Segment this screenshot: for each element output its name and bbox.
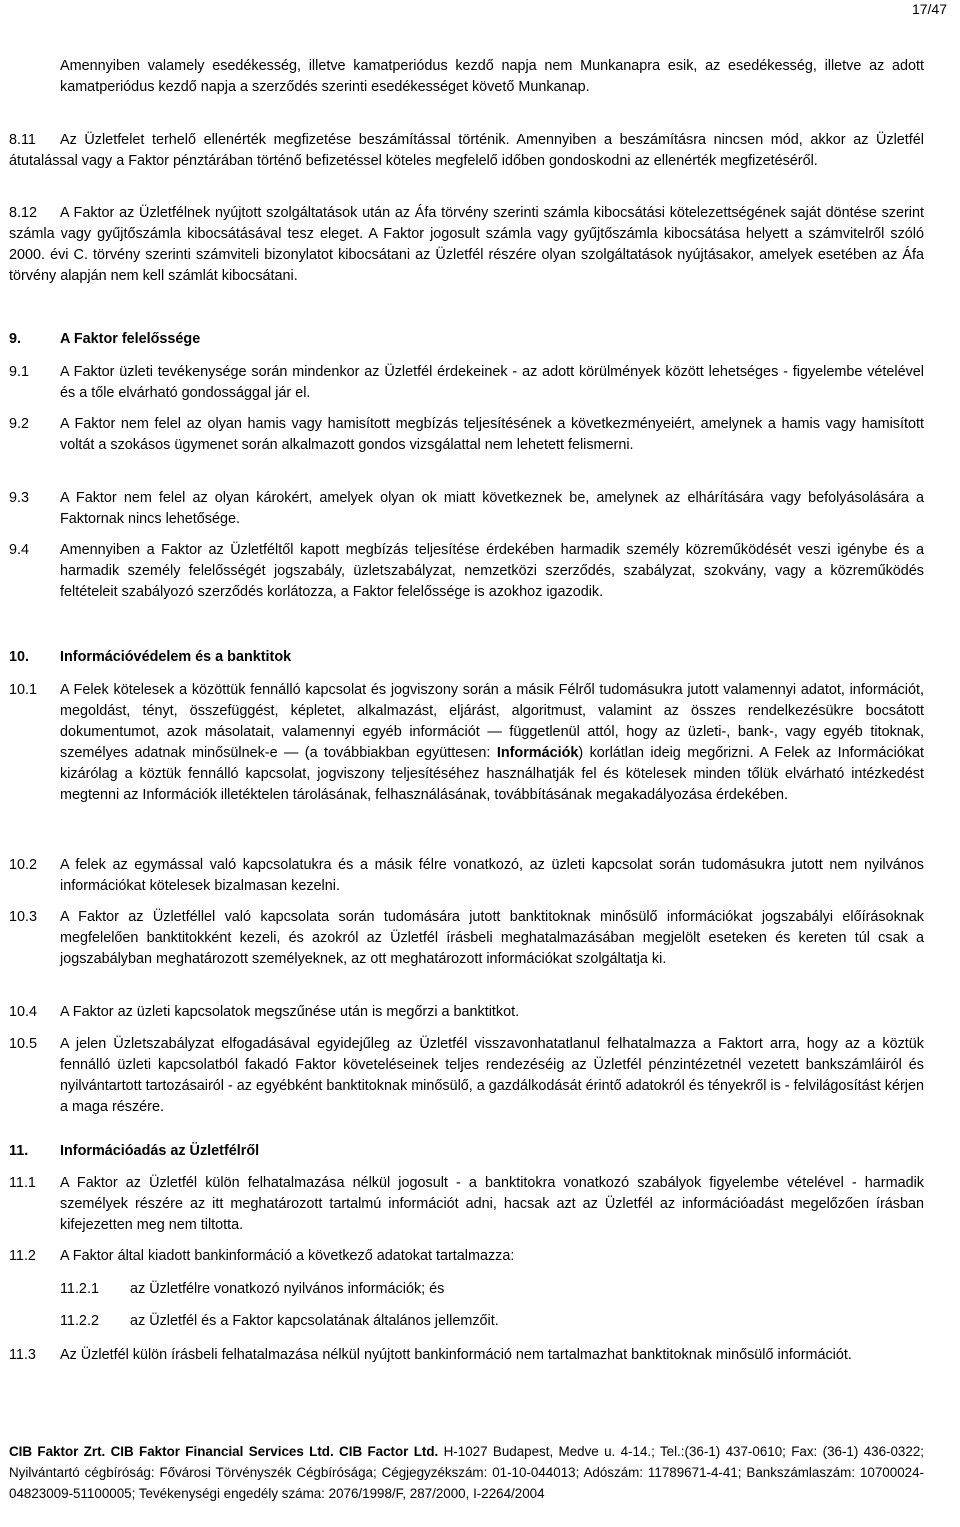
section-number: 8.11 [9, 132, 36, 148]
footer-details: H-1027 Budapest, Medve u. 4-14.; Tel.:(36-1) 437-0610; Fax: (36-1) 436-0322; Nyilvántartó cégbíróság: Fővárosi Törvényszék Cégbírósága; Cégjegyzékszám: 01-10-044013; Adószám: 11789671-4-41; Bankszámlaszám: 10700024-04823009-51100005; Tevékenységi engedély száma: 2076/1998/F, 287/2000, I-2264/2004 [9, 1444, 924, 1501]
page-footer [9, 1441, 924, 1504]
section-10-4-text: A Faktor az üzleti kapcsolatok megszűnése után is megőrzi a banktitkot. [60, 1004, 520, 1020]
heading-number: 11. [9, 1143, 29, 1159]
section-11-1-text: A Faktor az Üzletfél külön felhatalmazása nélkül jogosult - a banktitokra vonatkozó szabályok figyelembe vételével - harmadik személyek részére az itt meghatározott tartalmú információt adni, hacsak azt az Üzletfél az információadást megelőzően írásban kifejezetten meg nem tiltotta. [60, 1175, 924, 1233]
section-number-11-1: 11.1 [9, 1175, 36, 1191]
section-9-2-text: A Faktor nem felel az olyan hamis vagy hamisított megbízás teljesítésének a következményeiért, amelynek a hamis vagy hamisított voltát a szokásos ügymenet során alkalmazott gondos vizsgálattal nem lehetett felismerni. [60, 416, 924, 453]
section-9-1-text: A Faktor üzleti tevékenysége során mindenkor az Üzletfél érdekeinek - az adott körülmények között lehetséges - figyelembe vételével és a tőle elvárható gondossággal jár el. [60, 364, 924, 401]
defined-term: Információk [496, 745, 579, 761]
section-10-2-text: A felek az egymással való kapcsolatukra és a másik félre vonatkozó, az üzleti kapcsolat során tudomásukra jutott nem nyilvános információkat kötelesek bizalmasan kezelni. [60, 857, 924, 894]
intro-paragraph: Amennyiben valamely esedékesség, illetve kamatperiódus kezdő napja nem Munkanapra esik, az esedékesség, illetve az adott kamatperiódus kezdő napja a szerződés szerinti esedékességet követő Munkanap. [60, 58, 924, 95]
section-11-2-text: A Faktor által kiadott bankinformáció a következő adatokat tartalmazza: [60, 1248, 515, 1264]
section-9-3-text: A Faktor nem felel az olyan károkért, amelyek olyan ok miatt következnek be, amelynek az elhárítására vagy befolyásolására a Faktornak nincs lehetősége. [60, 490, 924, 527]
heading-9 [9, 329, 201, 350]
subsection-number-11-2-2: 11.2.2 [60, 1313, 99, 1329]
heading-title: Információvédelem és a banktitok [60, 649, 292, 665]
section-10-5-text: A jelen Üzletszabályzat elfogadásával egyidejűleg az Üzletfél visszavonhatatlanul felhatalmazza a Faktort arra, hogy az a köztük fennálló üzleti kapcsolatból fakadó Faktor követeléseinek teljes rendezéséig az Üzletfél pénzintézetnél vezetett bankszámláiról és nyilvántartott tartozásairól - az egyébként banktitoknak minősülő, a gazdálkodását érintő adatokról és tényekről is - felvilágosítást kérjen a maga részére. [60, 1036, 924, 1115]
heading-number: 10. [9, 649, 30, 665]
section-number-10-3: 10.3 [9, 909, 38, 925]
section-number-10-4: 10.4 [9, 1004, 38, 1020]
section-number-9-2: 9.2 [9, 416, 30, 432]
section-11-3-text: Az Üzletfél külön írásbeli felhatalmazása nélkül nyújtott bankinformáció nem tartalmazhat banktitoknak minősülő információt. [60, 1347, 852, 1363]
section-number-9-3: 9.3 [9, 490, 30, 506]
heading-10 [9, 647, 292, 668]
section-number-11-2: 11.2 [9, 1248, 36, 1264]
footer-company-en: CIB Faktor Financial Services Ltd. [110, 1444, 334, 1459]
section-number-9-1: 9.1 [9, 364, 30, 380]
section-number-10-5: 10.5 [9, 1036, 38, 1052]
section-text-a: A Felek kötelesek a közöttük fennálló kapcsolat és jogviszony során a másik Félről tudomásukra jutott valamennyi adatot, információt, megoldást, tényt, összefüggést, képletet, alkalmazást, eljárást, algoritmust, valamint az összes rendelkezésükre bocsátott dokumentumot, azok másolatait, valamennyi egyéb információt — függetlenül attól, hogy az üzleti-, bank-, vagy egyéb titoknak, személyes adatnak minősülnek-e — (a továbbiakban együttesen: [60, 682, 924, 761]
subsection-number-11-2-1: 11.2.1 [60, 1281, 99, 1297]
section-text: A Faktor az Üzletfélnek nyújtott szolgáltatások után az Áfa törvény szerinti számla kibocsátási kötelezettségének saját döntése szerint számla vagy gyűjtőszámla kibocsátásával tesz eleget. A Faktor jogosult számla vagy gyűjtőszámla kibocsátása helyett a számvitelről szóló 2000. évi C. törvény szerinti számviteli bizonylatot kibocsátani az Üzletfél részére olyan szolgáltatások nyújtásakor, amelyek esetében az Áfa törvény alapján nem kell számlát kibocsátani. [9, 205, 924, 284]
section-number-10-1: 10.1 [9, 682, 38, 698]
footer-company-hu: CIB Faktor Zrt. [9, 1444, 106, 1459]
section-8-12 [9, 203, 924, 287]
footer-company-alt: CIB Factor Ltd. [339, 1444, 439, 1459]
heading-11 [9, 1141, 260, 1162]
section-10-1-text [60, 680, 924, 806]
section-number: 8.12 [9, 205, 38, 221]
section-text: Az Üzletfelet terhelő ellenérték megfizetése beszámítással történik. Amennyiben a beszámításra nincsen mód, akkor az Üzletfél átutalással vagy a Faktor pénztárában történő befizetéssel köteles megfelelő időben gondoskodni az ellenérték megfizetéséről. [9, 132, 924, 169]
section-8-11 [9, 130, 924, 172]
page-number: 17/47 [911, 1, 947, 17]
heading-title: A Faktor felelőssége [60, 331, 201, 347]
section-10-3-text: A Faktor az Üzletféllel való kapcsolata során tudomására jutott banktitoknak minősülő információkat jogszabályi előírásoknak megfelelően banktitokként kezeli, és azokról az Üzletfél írásbeli meghatalmazásában megjelölt eseteken és kereten túl csak a jogszabályban meghatározott személyeknek, az ott meghatározott információkat szolgáltatja ki. [60, 909, 924, 967]
heading-number: 9. [9, 331, 22, 347]
subsection-11-2-1-text: az Üzletfélre vonatkozó nyilvános információk; és [130, 1281, 445, 1297]
subsection-11-2-2-text: az Üzletfél és a Faktor kapcsolatának általános jellemzőit. [130, 1313, 499, 1329]
section-number-10-2: 10.2 [9, 857, 38, 873]
heading-title: Információadás az Üzletfélről [60, 1143, 260, 1159]
section-text-b: ) korlátlan ideig megőrizni. A Felek az Információkat kizárólag a köztük fennálló kapcsolat, jogviszony teljesítéséhez használhatják fel és kötelesek minden tőlük elvárható intézkedést megtenni az Információk illetéktelen tárolásának, felhasználásának, továbbításának megakadályozása érdekében. [60, 745, 924, 803]
section-9-4-text: Amennyiben a Faktor az Üzletféltől kapott megbízás teljesítése érdekében harmadik személy közreműködését veszi igénybe és a harmadik személy felelősségét jogszabály, üzletszabályzat, nemzetközi szerződés, szabályzat, szokvány, vagy a közreműködés feltételeit szabályozó szerződés korlátozza, a Faktor felelőssége is azokhoz igazodik. [60, 542, 924, 600]
section-number-11-3: 11.3 [9, 1347, 36, 1363]
section-number-9-4: 9.4 [9, 542, 30, 558]
